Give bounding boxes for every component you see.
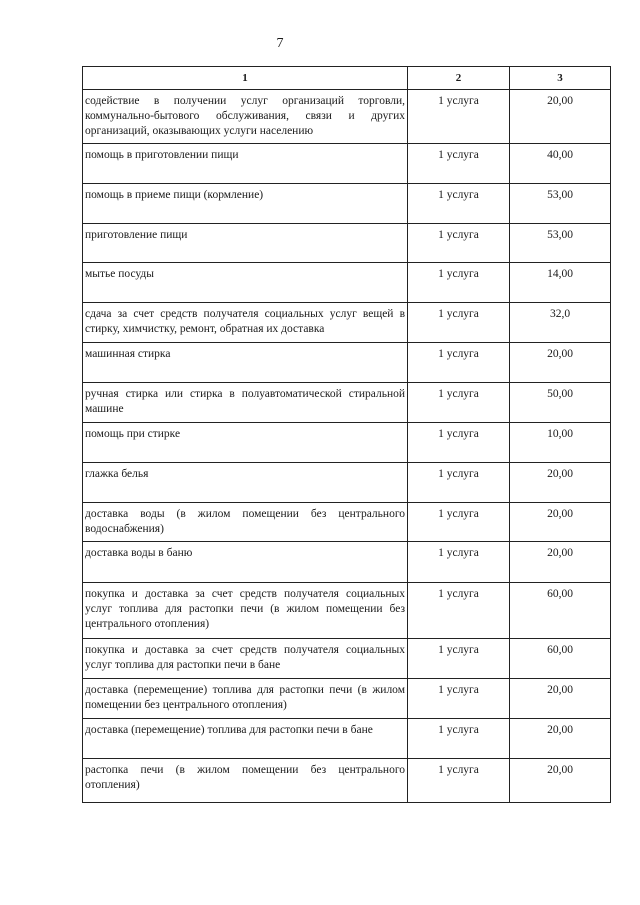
price-cell: 20,00 bbox=[510, 463, 611, 503]
table-row bbox=[83, 144, 611, 184]
unit-cell: 1 услуга bbox=[408, 542, 510, 583]
price-cell: 20,00 bbox=[510, 719, 611, 759]
table-row bbox=[83, 542, 611, 583]
service-name-cell: доставка (перемещение) топлива для растопки печи (в жилом помещении без центрального отопления) bbox=[83, 679, 408, 719]
table-row bbox=[83, 463, 611, 503]
table-row bbox=[83, 679, 611, 719]
price-cell: 20,00 bbox=[510, 343, 611, 383]
table-row bbox=[83, 503, 611, 542]
price-cell: 20,00 bbox=[510, 90, 611, 144]
table-row bbox=[83, 423, 611, 463]
service-name-cell: помощь в приеме пищи (кормление) bbox=[83, 184, 408, 224]
services-table bbox=[82, 66, 611, 803]
service-name-cell: сдача за счет средств получателя социальных услуг вещей в стирку, химчистку, ремонт, обратная их доставка bbox=[83, 303, 408, 343]
service-name-cell: мытье посуды bbox=[83, 263, 408, 303]
price-cell: 53,00 bbox=[510, 184, 611, 224]
unit-cell: 1 услуга bbox=[408, 383, 510, 423]
price-cell: 20,00 bbox=[510, 679, 611, 719]
unit-cell: 1 услуга bbox=[408, 263, 510, 303]
table-row bbox=[83, 719, 611, 759]
unit-cell: 1 услуга bbox=[408, 224, 510, 263]
unit-cell: 1 услуга bbox=[408, 759, 510, 803]
table-row bbox=[83, 303, 611, 343]
unit-cell: 1 услуга bbox=[408, 303, 510, 343]
table-row bbox=[83, 759, 611, 803]
price-cell: 20,00 bbox=[510, 759, 611, 803]
unit-cell: 1 услуга bbox=[408, 343, 510, 383]
service-name-cell: доставка воды (в жилом помещении без центрального водоснабжения) bbox=[83, 503, 408, 542]
service-name-cell: машинная стирка bbox=[83, 343, 408, 383]
table-row bbox=[83, 263, 611, 303]
table-row bbox=[83, 343, 611, 383]
price-cell: 14,00 bbox=[510, 263, 611, 303]
unit-cell: 1 услуга bbox=[408, 184, 510, 224]
table-row bbox=[83, 639, 611, 679]
unit-cell: 1 услуга bbox=[408, 90, 510, 144]
service-name-cell: приготовление пищи bbox=[83, 224, 408, 263]
table-row bbox=[83, 383, 611, 423]
column-header-unit: 2 bbox=[408, 67, 510, 90]
page-number: 7 bbox=[276, 36, 284, 51]
unit-cell: 1 услуга bbox=[408, 423, 510, 463]
price-cell: 60,00 bbox=[510, 639, 611, 679]
service-name-cell: помощь при стирке bbox=[83, 423, 408, 463]
column-header-price: 3 bbox=[510, 67, 611, 90]
price-cell: 53,00 bbox=[510, 224, 611, 263]
service-name-cell: ручная стирка или стирка в полуавтоматической стиральной машине bbox=[83, 383, 408, 423]
unit-cell: 1 услуга bbox=[408, 463, 510, 503]
price-cell: 20,00 bbox=[510, 503, 611, 542]
table-row bbox=[83, 90, 611, 144]
price-cell: 50,00 bbox=[510, 383, 611, 423]
service-name-cell: содействие в получении услуг организаций торговли, коммунально-бытового обслуживания, связи и других организаций, оказывающих услуги населению bbox=[83, 90, 408, 144]
price-cell: 10,00 bbox=[510, 423, 611, 463]
table-header-row bbox=[83, 67, 611, 90]
unit-cell: 1 услуга bbox=[408, 583, 510, 639]
unit-cell: 1 услуга bbox=[408, 144, 510, 184]
price-cell: 40,00 bbox=[510, 144, 611, 184]
unit-cell: 1 услуга bbox=[408, 639, 510, 679]
service-name-cell: глажка белья bbox=[83, 463, 408, 503]
table-row bbox=[83, 583, 611, 639]
unit-cell: 1 услуга bbox=[408, 679, 510, 719]
service-name-cell: доставка воды в баню bbox=[83, 542, 408, 583]
unit-cell: 1 услуга bbox=[408, 503, 510, 542]
column-header-service: 1 bbox=[83, 67, 408, 90]
service-name-cell: доставка (перемещение) топлива для растопки печи в бане bbox=[83, 719, 408, 759]
service-name-cell: покупка и доставка за счет средств получателя социальных услуг топлива для растопки печи в бане bbox=[83, 639, 408, 679]
unit-cell: 1 услуга bbox=[408, 719, 510, 759]
service-name-cell: растопка печи (в жилом помещении без центрального отопления) bbox=[83, 759, 408, 803]
price-cell: 60,00 bbox=[510, 583, 611, 639]
price-cell: 20,00 bbox=[510, 542, 611, 583]
service-name-cell: покупка и доставка за счет средств получателя социальных услуг топлива для растопки печи (в жилом помещении без центрального отопления) bbox=[83, 583, 408, 639]
service-name-cell: помощь в приготовлении пищи bbox=[83, 144, 408, 184]
table-row bbox=[83, 224, 611, 263]
price-cell: 32,0 bbox=[510, 303, 611, 343]
table-row bbox=[83, 184, 611, 224]
